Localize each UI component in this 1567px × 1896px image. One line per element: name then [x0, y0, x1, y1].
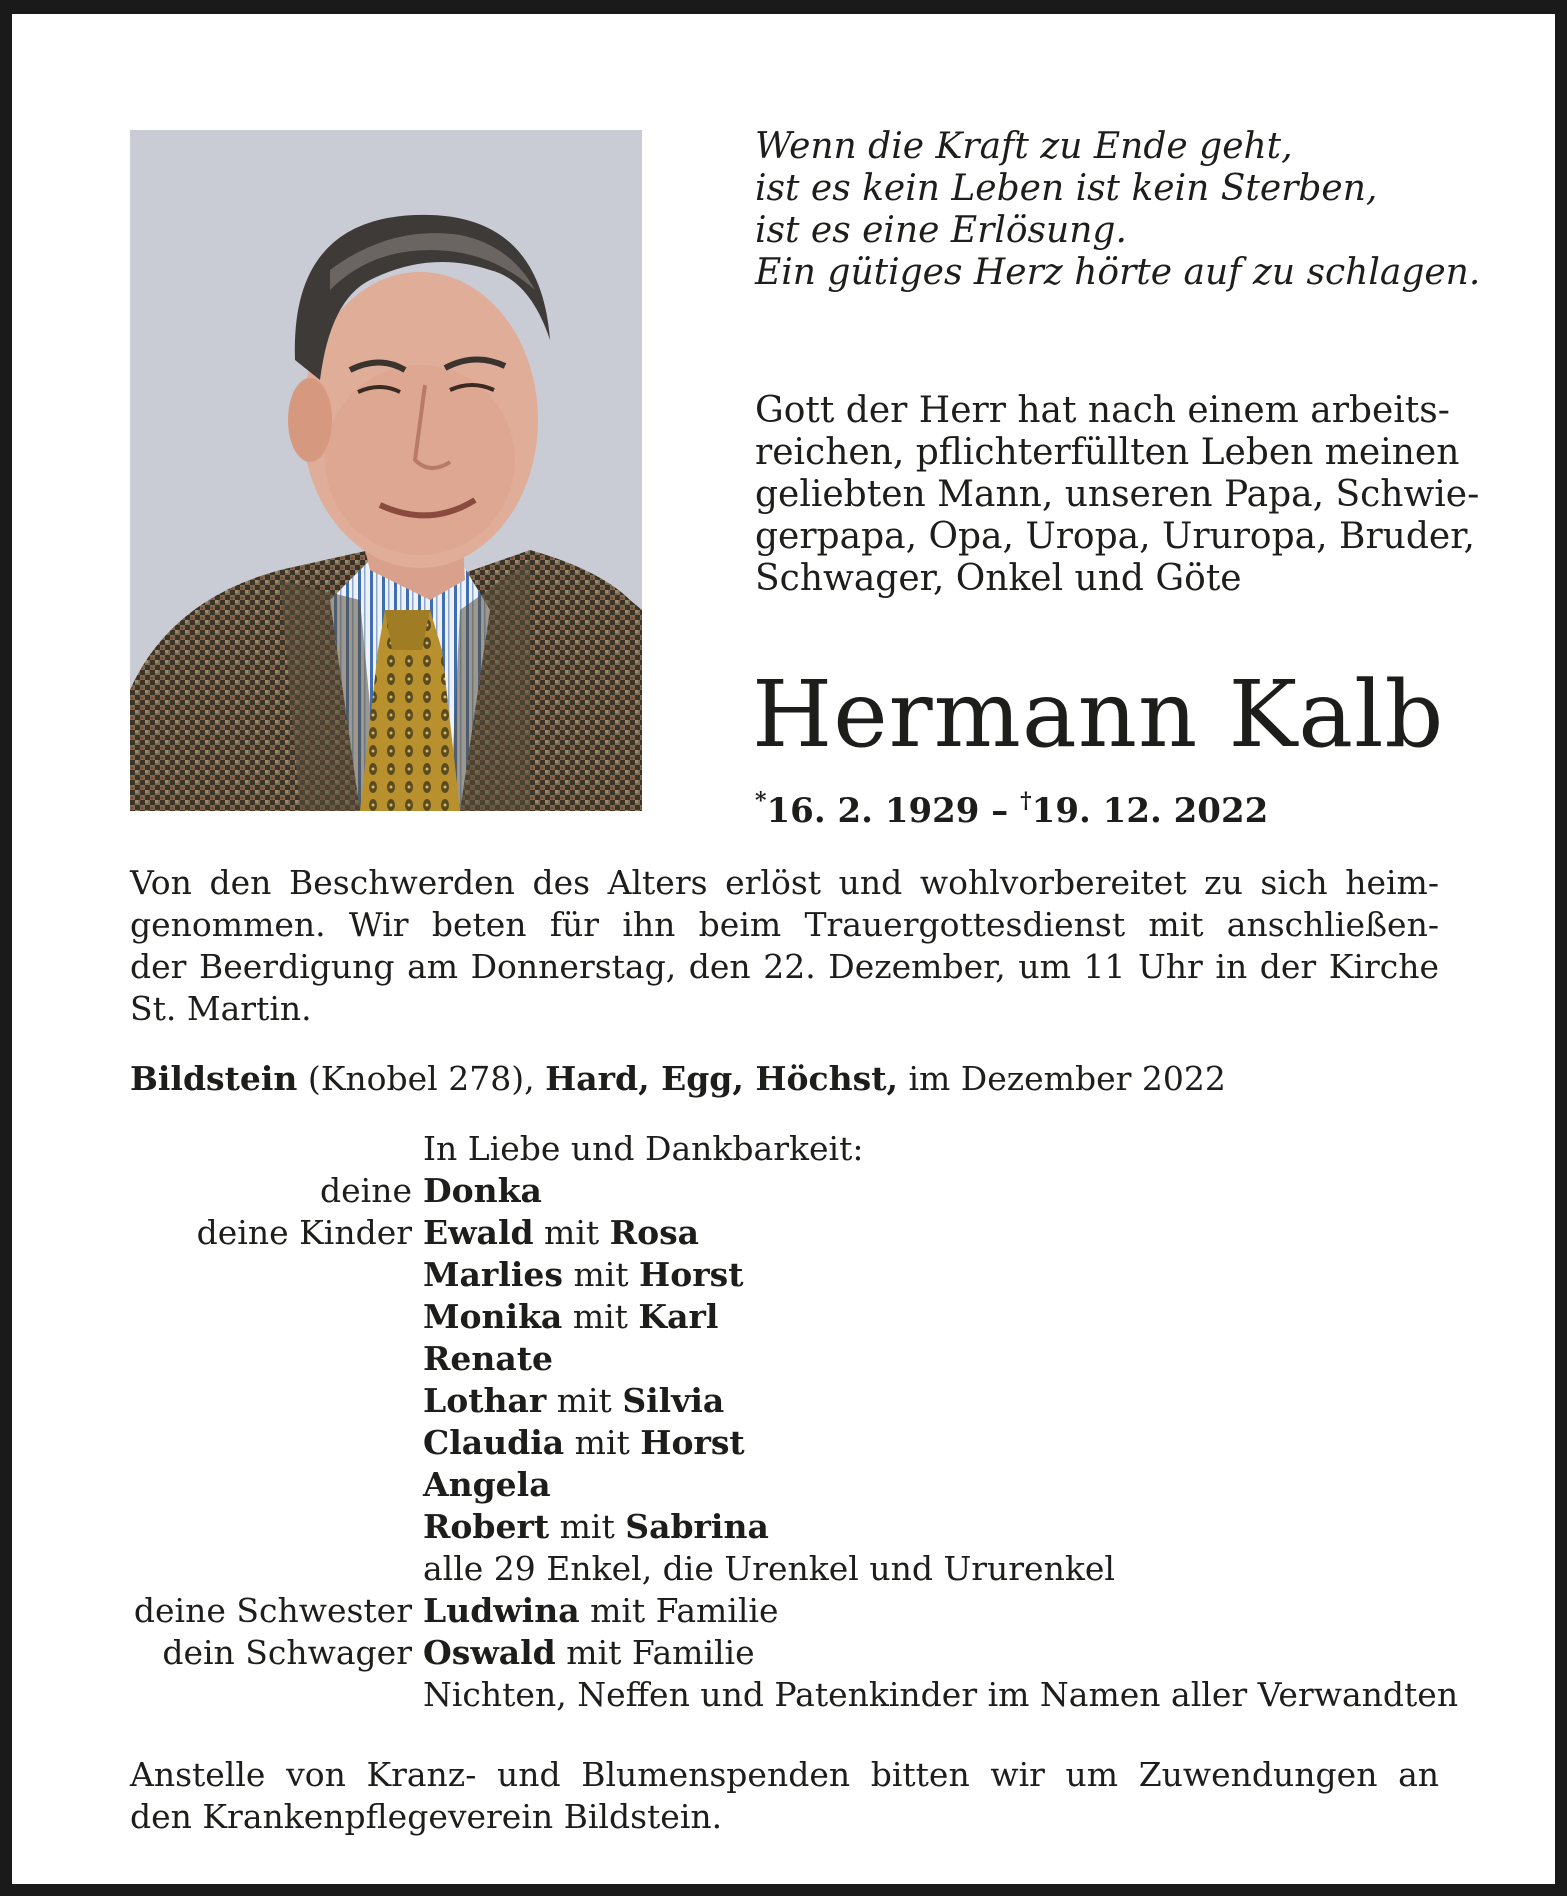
family-member-row: [130, 1254, 1480, 1296]
family-member-row: [130, 1506, 1480, 1548]
sister-label: deine Schwester: [133, 1591, 412, 1630]
place-others: Hard, Egg, Höchst,: [545, 1059, 898, 1098]
relation-label: [130, 1380, 423, 1422]
sister-row: [130, 1590, 1480, 1632]
place-and-date: [130, 1058, 1226, 1100]
death-date: 19. 12. 2022: [1031, 791, 1269, 831]
date-separator: –: [979, 791, 1021, 831]
death-symbol: †: [1020, 788, 1032, 814]
member-with: mit: [564, 1423, 641, 1462]
relatives-row: [130, 1674, 1480, 1716]
intro-line: Gott der Herr hat nach einem arbeits-: [755, 390, 1450, 431]
member-name: Renate: [423, 1339, 554, 1378]
family-member-row: [130, 1212, 1480, 1254]
member-with: mit: [546, 1381, 623, 1420]
notice-line: der Beerdigung am Donnerstag, den 22. Dezember, um 11 Uhr in der Kirche: [130, 947, 1439, 986]
sister-name: Ludwina: [423, 1591, 580, 1630]
relation-label: [130, 1506, 423, 1548]
member-partner: Karl: [638, 1297, 719, 1336]
poem-line: Wenn die Kraft zu Ende geht,: [755, 126, 1293, 167]
relation-label: deine Kinder: [196, 1213, 412, 1252]
intro-line: reichen, pflichterfüllten Leben meinen: [755, 432, 1460, 473]
intro-line: gerpapa, Opa, Uropa, Ururopa, Bruder,: [755, 516, 1475, 557]
intro-line: geliebten Mann, unseren Papa, Schwie-: [755, 474, 1480, 515]
poem-line: Ein gütiges Herz hörte auf zu schlagen.: [755, 252, 1481, 293]
relation-label: deine: [320, 1171, 412, 1210]
birth-date: 16. 2. 1929: [766, 791, 980, 831]
member-with: mit: [533, 1213, 610, 1252]
family-intro-row: [130, 1128, 1480, 1170]
grandchildren: alle 29 Enkel, die Urenkel und Ururenkel: [423, 1549, 1115, 1588]
family-member-row: [130, 1296, 1480, 1338]
member-name: Angela: [423, 1465, 551, 1504]
life-dates: [755, 781, 1268, 831]
brother-in-law-rest: mit Familie: [555, 1633, 755, 1672]
family-member-row: [130, 1338, 1480, 1380]
intro-paragraph: [755, 390, 1480, 600]
portrait-photo: [130, 130, 642, 811]
grandchildren-row: [130, 1548, 1480, 1590]
intro-line: Schwager, Onkel und Göte: [755, 558, 1242, 599]
relation-label: [130, 1296, 423, 1338]
place-address: (Knobel 278),: [297, 1059, 546, 1098]
member-name: Lothar: [423, 1381, 547, 1420]
relation-label: [130, 1422, 423, 1464]
relation-label: [130, 1338, 423, 1380]
member-partner: Horst: [639, 1255, 744, 1294]
sister-rest: mit Familie: [579, 1591, 779, 1630]
deceased-name: Hermann Kalb: [752, 661, 1445, 768]
member-partner: Sabrina: [625, 1507, 769, 1546]
relation-label: [130, 1254, 423, 1296]
donation-line: Anstelle von Kranz- und Blumenspenden bitten wir um Zuwendungen an: [130, 1755, 1439, 1794]
member-name: Donka: [423, 1171, 542, 1210]
member-with: mit: [562, 1255, 640, 1294]
brother-in-law-row: [130, 1632, 1480, 1674]
donation-note: [130, 1754, 1439, 1838]
portrait-illustration: [130, 130, 642, 811]
place-town: Bildstein: [130, 1059, 298, 1098]
donation-line: den Krankenpflegeverein Bildstein.: [130, 1797, 723, 1836]
member-with: mit: [549, 1507, 626, 1546]
birth-symbol: *: [755, 788, 767, 814]
family-member-row: [130, 1464, 1480, 1506]
brother-in-law-name: Oswald: [423, 1633, 556, 1672]
brother-in-law-label: dein Schwager: [162, 1633, 412, 1672]
poem-line: ist es kein Leben ist kein Sterben,: [755, 168, 1378, 209]
poem: [755, 126, 1481, 294]
member-name: Robert: [423, 1507, 550, 1546]
member-name: Monika: [423, 1297, 563, 1336]
member-partner: Horst: [640, 1423, 745, 1462]
family-member-row: [130, 1170, 1480, 1212]
poem-line: ist es eine Erlösung.: [755, 210, 1127, 251]
member-name: Ewald: [423, 1213, 534, 1252]
notice-line: genommen. Wir beten für ihn beim Trauergottesdienst mit anschließen-: [130, 905, 1439, 944]
notice-line: Von den Beschwerden des Alters erlöst und wohlvorbereitet zu sich heim-: [130, 863, 1439, 902]
relatives: Nichten, Neffen und Patenkinder im Namen aller Verwandten: [423, 1675, 1459, 1714]
family-member-row: [130, 1422, 1480, 1464]
notice-line: St. Martin.: [130, 989, 312, 1028]
family-list: [130, 1128, 1480, 1716]
family-intro: In Liebe und Dankbarkeit:: [423, 1129, 864, 1168]
member-with: mit: [562, 1297, 639, 1336]
member-name: Marlies: [423, 1255, 563, 1294]
family-member-row: [130, 1380, 1480, 1422]
relation-label: [130, 1464, 423, 1506]
funeral-notice: [130, 862, 1439, 1030]
member-partner: Rosa: [609, 1213, 700, 1252]
place-date: im Dezember 2022: [897, 1059, 1226, 1098]
member-name: Claudia: [423, 1423, 565, 1462]
member-partner: Silvia: [622, 1381, 725, 1420]
